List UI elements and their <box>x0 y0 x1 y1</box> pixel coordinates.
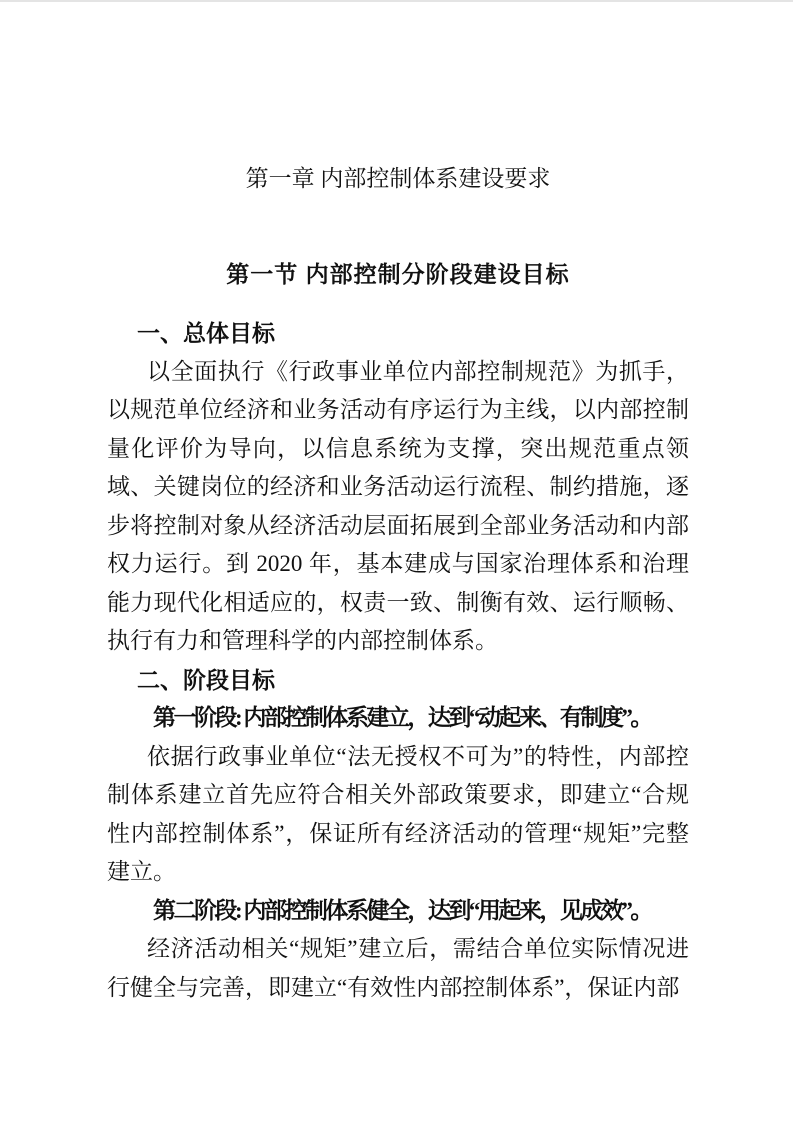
chapter-title: 第一章 内部控制体系建设要求 <box>245 166 551 191</box>
paragraph-overall-goal: 以全面执行《行政事业单位内部控制规范》为抓手，以规范单位经济和业务活动有序运行为主线，以内部控制量化评价为导向，以信息系统为支撑，突出规范重点领域、关键岗位的经济和业务活动运行流程、制约措施，逐步将控制对象从经济活动层面拓展到全部业务活动和内部权力运行。到 2020 年，基本建成与国家治理体系和治理能力现代化相适应的，权责一致、制衡有效、运行顺畅、执行有力和管理科学的内部控制体系。 <box>107 358 689 653</box>
paragraph-stage2: 经济活动相关“规矩”建立后，需结合单位实际情况进行健全与完善，即建立“有效性内部控制体系”，保证内部 <box>107 936 689 1000</box>
stage1-heading: 第一阶段: 内部控制体系建立，达到“动起来、有制度”。 <box>153 705 651 730</box>
heading-stage-goals: 二、阶段目标 <box>137 666 275 693</box>
heading-overall-goal: 一、总体目标 <box>137 320 275 346</box>
paragraph-stage1: 依据行政事业单位“法无授权不可为”的特性，内部控制体系建立首先应符合相关外部政策要求，即建立“合规性内部控制体系”，保证所有经济活动的管理“规矩”完整建立。 <box>107 743 689 884</box>
stage2-heading: 第二阶段: 内部控制体系健全，达到“用起来，见成效”。 <box>153 897 651 923</box>
page-top-edge <box>0 0 793 2</box>
section-title: 第一节 内部控制分阶段建设目标 <box>226 261 570 287</box>
